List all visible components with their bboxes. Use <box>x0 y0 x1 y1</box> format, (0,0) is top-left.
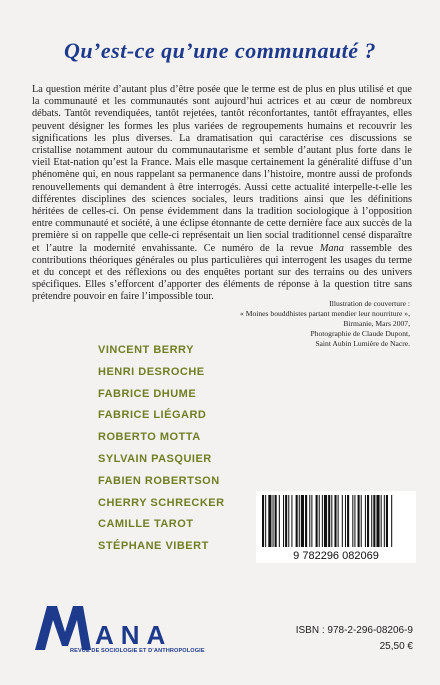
barcode-bar <box>309 495 310 547</box>
barcode-bar <box>265 495 266 547</box>
barcode-bar <box>371 495 372 547</box>
barcode-bar <box>386 495 388 547</box>
barcode-bar <box>367 495 369 547</box>
isbn-number: ISBN : 978-2-296-08206-9 <box>295 625 413 636</box>
caption-line: Saint Aubin Lumière de Nacre. <box>315 339 410 348</box>
author-name: SYLVAIN PASQUIER <box>98 452 212 465</box>
caption-line: « Moines bouddhistes partant mendier leur nourriture », <box>240 309 410 318</box>
barcode-bar <box>301 495 304 547</box>
barcode-bar <box>296 495 298 547</box>
barcode-bar <box>316 495 318 547</box>
barcode-bar <box>334 495 336 547</box>
mana-logo-wordmark: ANA <box>95 620 173 650</box>
mana-logo-m-glyph <box>35 606 91 650</box>
barcode-bar <box>361 495 362 547</box>
barcode-bar <box>268 495 271 547</box>
author-name: STÉPHANE VIBERT <box>98 540 209 553</box>
barcode-bar <box>352 495 353 547</box>
barcode-bar <box>273 495 274 547</box>
blurb-text: La question mérite d’autant plus d’être posée que le terme est de plus en plus utilisé et que la communauté et les communautés sont aujourd’hui actrices et au cœur de nombreux débats. Tantôt revendiquées, tantôt rejetées, tantôt réconfortantes, tantôt effrayantes, elles peuvent désigner les formes les plus variées de regroupements humains et recouvrir les significations les plus diverses. La dramatisation qui caractérise ces discussions se cristallise notamment autour du communautarisme et semble d’autant plus forte dans le vieil Etat-nation qu’est la France. Mais elle masque certainement la généralité diffuse d’un phénomène qui, en nous rappelant sa permanence dans l’histoire, montre aussi de profonds renouvellements qui demandent à être interrogés. Aussi cette actualité interpelle-t-elle les différentes disciplines des sciences sociales, leurs traditions ainsi que les définitions héritées de celles-ci. On pense évidemment dans la tradition sociologique à l’opposition entre communauté et société, à une éclipse étonnante de cette dernière face aux succès de la première si on rappelle que celle-ci représentait un lien social traditionnel censé disparaître et l’autre la modernité envahissante. Ce numéro de la revue Mana rassemble des contributions théoriques générales ou plus particulières qui interrogent les usages du terme et du concept et des réflexions ou des enquêtes portant sur des terrains ou des univers spécifiques. Elles s’efforcent d’apporter des éléments de réponse à la question titre sans prétendre pouvoir en faire l’impossible tour. <box>32 84 413 303</box>
barcode-bar <box>331 495 332 547</box>
author-name: VINCENT BERRY <box>98 344 194 356</box>
barcode-bar <box>275 495 277 547</box>
caption-line: Photographie de Claude Dupont, <box>310 329 410 338</box>
price: 25,50 € <box>379 641 413 652</box>
author-name: FABIEN ROBERTSON <box>98 474 220 487</box>
barcode-bar <box>376 495 379 547</box>
barcode-bar <box>324 495 327 547</box>
barcode-bar <box>391 495 392 547</box>
barcode-bar <box>384 495 385 547</box>
barcode-bar <box>262 495 264 547</box>
caption-line: Birmanie, Mars 2007, <box>343 319 410 328</box>
barcode-bar <box>373 495 375 547</box>
barcode-bar <box>358 495 360 547</box>
cover-title: Qu’est-ce qu’une communauté ? <box>63 38 377 63</box>
isbn-barcode <box>256 491 416 563</box>
author-name: ROBERTO MOTTA <box>98 431 201 444</box>
barcode-bar <box>365 495 366 547</box>
author-name: HENRI DESROCHE <box>98 365 205 378</box>
barcode-bar <box>381 495 382 547</box>
barcode-bar <box>345 495 346 547</box>
barcode-bar <box>279 495 280 547</box>
barcode-bar <box>311 495 312 547</box>
author-name: CAMILLE TAROT <box>98 518 194 531</box>
barcode-bar <box>299 495 300 547</box>
barcode-bar <box>319 495 320 547</box>
caption-line: Illustration de couverture : <box>329 299 410 308</box>
barcode-bar <box>354 495 355 547</box>
mana-logo-subtitle: REVUE DE SOCIOLOGIE ET D’ANTHROPOLOGIE <box>70 648 205 654</box>
barcode-bar <box>285 495 287 547</box>
barcode-bar <box>338 495 339 547</box>
barcode-bar <box>283 495 284 547</box>
author-name: FABRICE DHUME <box>98 387 197 400</box>
barcode-bar <box>328 495 330 547</box>
barcode-bar <box>322 495 323 547</box>
author-name: FABRICE LIÉGARD <box>98 409 207 422</box>
author-list <box>98 340 238 558</box>
author-name: CHERRY SCHRECKER <box>98 496 225 509</box>
barcode-bar <box>288 495 289 547</box>
barcode-bar <box>342 495 343 547</box>
barcode-bar <box>305 495 307 547</box>
barcode-bar <box>347 495 349 547</box>
barcode-number: 9 782296 082069 <box>293 550 379 562</box>
barcode-bar <box>291 495 292 547</box>
mana-logo <box>33 602 208 652</box>
